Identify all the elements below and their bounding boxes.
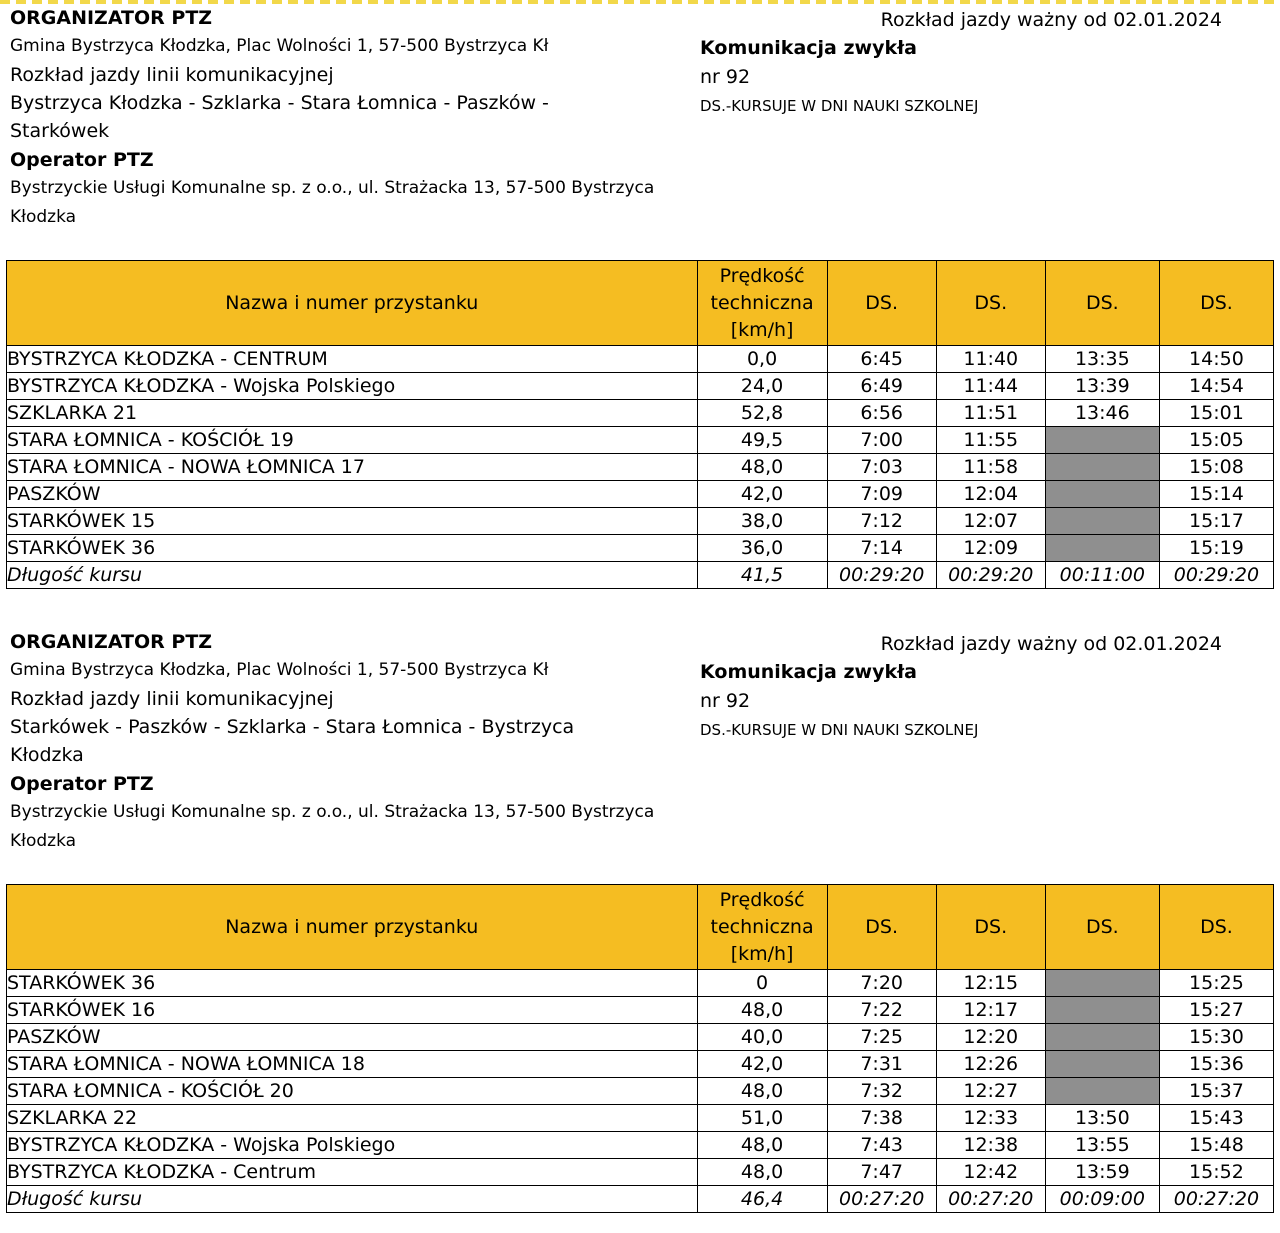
speed-value: 51,0 <box>697 1105 827 1132</box>
column-header-stop: Nazwa i numer przystanku <box>7 885 698 970</box>
no-service-cell <box>1045 1024 1159 1051</box>
column-header-course: DS. <box>1159 261 1273 346</box>
departure-time: 7:32 <box>827 1078 936 1105</box>
course-length-value: 41,5 <box>697 562 827 589</box>
line-label: Rozkład jazdy linii komunikacyjnej <box>10 64 334 86</box>
departure-time: 7:14 <box>827 535 936 562</box>
table-row <box>7 535 1274 562</box>
departure-time: 11:51 <box>936 400 1045 427</box>
no-service-cell <box>1045 454 1159 481</box>
operator-line-2: Kłodzka <box>10 207 77 227</box>
table-row <box>7 481 1274 508</box>
stop-name: STARA ŁOMNICA - NOWA ŁOMNICA 17 <box>7 454 698 481</box>
course-duration: 00:11:00 <box>1045 562 1159 589</box>
departure-time: 14:54 <box>1159 373 1273 400</box>
departure-time: 12:26 <box>936 1051 1045 1078</box>
course-length-row <box>7 562 1274 589</box>
no-service-cell <box>1045 481 1159 508</box>
stop-name: SZKLARKA 22 <box>7 1105 698 1132</box>
table-row <box>7 1051 1274 1078</box>
route-line-1: Starkówek - Paszków - Szklarka - Stara Łomnica - Bystrzyca <box>10 716 575 738</box>
course-length-value: 46,4 <box>697 1186 827 1213</box>
departure-time: 13:50 <box>1045 1105 1159 1132</box>
departure-time: 6:49 <box>827 373 936 400</box>
table-row <box>7 970 1274 997</box>
departure-time: 15:08 <box>1159 454 1273 481</box>
table-row <box>7 400 1274 427</box>
line-label: Rozkład jazdy linii komunikacyjnej <box>10 688 334 710</box>
stop-name: BYSTRZYCA KŁODZKA - Wojska Polskiego <box>7 373 698 400</box>
no-service-cell <box>1045 1051 1159 1078</box>
departure-time: 7:12 <box>827 508 936 535</box>
departure-time: 15:30 <box>1159 1024 1273 1051</box>
departure-time: 12:17 <box>936 997 1045 1024</box>
table-header-row <box>7 261 1274 346</box>
course-duration: 00:27:20 <box>936 1186 1045 1213</box>
table-row <box>7 1105 1274 1132</box>
valid-from: Rozkład jazdy ważny od 02.01.2024 <box>880 9 1222 31</box>
departure-time: 13:35 <box>1045 346 1159 373</box>
speed-value: 0,0 <box>697 346 827 373</box>
departure-time: 11:58 <box>936 454 1045 481</box>
no-service-cell <box>1045 427 1159 454</box>
departure-time: 15:25 <box>1159 970 1273 997</box>
departure-time: 15:05 <box>1159 427 1273 454</box>
table-row <box>7 1132 1274 1159</box>
table-row <box>7 997 1274 1024</box>
departure-time: 7:20 <box>827 970 936 997</box>
stop-name: BYSTRZYCA KŁODZKA - Centrum <box>7 1159 698 1186</box>
stop-name: PASZKÓW <box>7 481 698 508</box>
departure-time: 7:25 <box>827 1024 936 1051</box>
departure-time: 15:36 <box>1159 1051 1273 1078</box>
departure-time: 15:48 <box>1159 1132 1273 1159</box>
speed-value: 52,8 <box>697 400 827 427</box>
route-line-1: Bystrzyca Kłodzka - Szklarka - Stara Łomnica - Paszków - <box>10 92 549 114</box>
departure-time: 12:07 <box>936 508 1045 535</box>
organizer-address: Gmina Bystrzyca Kłodzka, Plac Wolności 1, 57-500 Bystrzyca Kł <box>10 36 549 56</box>
operator-label: Operator PTZ <box>10 149 154 171</box>
departure-time: 15:43 <box>1159 1105 1273 1132</box>
departure-time: 11:55 <box>936 427 1045 454</box>
no-service-cell <box>1045 997 1159 1024</box>
speed-value: 24,0 <box>697 373 827 400</box>
column-header-speed: Prędkość techniczna [km/h] <box>697 885 827 970</box>
departure-time: 15:37 <box>1159 1078 1273 1105</box>
column-header-speed: Prędkość techniczna [km/h] <box>697 261 827 346</box>
column-header-course: DS. <box>827 261 936 346</box>
departure-time: 13:46 <box>1045 400 1159 427</box>
course-length-label: Długość kursu <box>7 1186 698 1213</box>
timetable-header <box>0 4 1280 254</box>
line-number: nr 92 <box>700 690 751 712</box>
table-header-row <box>7 885 1274 970</box>
departure-time: 12:20 <box>936 1024 1045 1051</box>
speed-value: 48,0 <box>697 1078 827 1105</box>
table-row <box>7 373 1274 400</box>
departure-time: 15:14 <box>1159 481 1273 508</box>
stop-name: STARKÓWEK 15 <box>7 508 698 535</box>
column-header-course: DS. <box>1045 261 1159 346</box>
column-header-stop: Nazwa i numer przystanku <box>7 261 698 346</box>
stop-name: STARKÓWEK 36 <box>7 535 698 562</box>
course-duration: 00:29:20 <box>1159 562 1273 589</box>
service-note: DS.-KURSUJE W DNI NAUKI SZKOLNEJ <box>700 97 979 115</box>
timetable-block-return <box>0 628 1280 1210</box>
departure-time: 7:38 <box>827 1105 936 1132</box>
operator-line-1: Bystrzyckie Usługi Komunalne sp. z o.o., ul. Strażacka 13, 57-500 Bystrzyca <box>10 802 655 822</box>
no-service-cell <box>1045 970 1159 997</box>
no-service-cell <box>1045 535 1159 562</box>
stop-name: STARA ŁOMNICA - KOŚCIÓŁ 20 <box>7 1078 698 1105</box>
departure-time: 12:09 <box>936 535 1045 562</box>
departure-time: 15:27 <box>1159 997 1273 1024</box>
table-row <box>7 454 1274 481</box>
service-type: Komunikacja zwykła <box>700 661 917 683</box>
table-row <box>7 427 1274 454</box>
speed-value: 36,0 <box>697 535 827 562</box>
speed-value: 48,0 <box>697 997 827 1024</box>
stop-name: STARKÓWEK 16 <box>7 997 698 1024</box>
course-duration: 00:29:20 <box>936 562 1045 589</box>
column-header-course: DS. <box>1045 885 1159 970</box>
speed-value: 49,5 <box>697 427 827 454</box>
stop-name: PASZKÓW <box>7 1024 698 1051</box>
stop-name: STARA ŁOMNICA - KOŚCIÓŁ 19 <box>7 427 698 454</box>
timetable <box>6 884 1274 1213</box>
table-row <box>7 1159 1274 1186</box>
route-line-2: Kłodzka <box>10 744 84 766</box>
departure-time: 7:03 <box>827 454 936 481</box>
column-header-course: DS. <box>1159 885 1273 970</box>
course-length-label: Długość kursu <box>7 562 698 589</box>
stop-name: BYSTRZYCA KŁODZKA - CENTRUM <box>7 346 698 373</box>
stop-name: BYSTRZYCA KŁODZKA - Wojska Polskiego <box>7 1132 698 1159</box>
timetable-header <box>0 628 1280 878</box>
speed-value: 48,0 <box>697 1159 827 1186</box>
organizer-address: Gmina Bystrzyca Kłodzka, Plac Wolności 1, 57-500 Bystrzyca Kł <box>10 660 549 680</box>
column-header-course: DS. <box>936 885 1045 970</box>
stop-name: SZKLARKA 21 <box>7 400 698 427</box>
stop-name: STARKÓWEK 36 <box>7 970 698 997</box>
departure-time: 7:00 <box>827 427 936 454</box>
departure-time: 11:44 <box>936 373 1045 400</box>
departure-time: 7:09 <box>827 481 936 508</box>
speed-value: 42,0 <box>697 1051 827 1078</box>
service-note: DS.-KURSUJE W DNI NAUKI SZKOLNEJ <box>700 721 979 739</box>
stop-name: STARA ŁOMNICA - NOWA ŁOMNICA 18 <box>7 1051 698 1078</box>
departure-time: 13:55 <box>1045 1132 1159 1159</box>
no-service-cell <box>1045 1078 1159 1105</box>
operator-label: Operator PTZ <box>10 773 154 795</box>
departure-time: 7:31 <box>827 1051 936 1078</box>
organizer-label: ORGANIZATOR PTZ <box>10 7 213 29</box>
column-header-course: DS. <box>936 261 1045 346</box>
departure-time: 15:19 <box>1159 535 1273 562</box>
table-row <box>7 1024 1274 1051</box>
speed-value: 38,0 <box>697 508 827 535</box>
table-row <box>7 1078 1274 1105</box>
column-header-course: DS. <box>827 885 936 970</box>
departure-time: 7:43 <box>827 1132 936 1159</box>
course-duration: 00:27:20 <box>827 1186 936 1213</box>
no-service-cell <box>1045 508 1159 535</box>
table-row <box>7 346 1274 373</box>
route-line-2: Starkówek <box>10 120 110 142</box>
departure-time: 12:04 <box>936 481 1045 508</box>
service-type: Komunikacja zwykła <box>700 37 917 59</box>
departure-time: 15:17 <box>1159 508 1273 535</box>
line-number: nr 92 <box>700 66 751 88</box>
departure-time: 7:47 <box>827 1159 936 1186</box>
operator-line-1: Bystrzyckie Usługi Komunalne sp. z o.o., ul. Strażacka 13, 57-500 Bystrzyca <box>10 178 655 198</box>
organizer-label: ORGANIZATOR PTZ <box>10 631 213 653</box>
departure-time: 13:59 <box>1045 1159 1159 1186</box>
speed-value: 40,0 <box>697 1024 827 1051</box>
departure-time: 12:33 <box>936 1105 1045 1132</box>
departure-time: 6:45 <box>827 346 936 373</box>
departure-time: 7:22 <box>827 997 936 1024</box>
timetable <box>6 260 1274 589</box>
speed-value: 48,0 <box>697 1132 827 1159</box>
departure-time: 12:27 <box>936 1078 1045 1105</box>
course-duration: 00:09:00 <box>1045 1186 1159 1213</box>
departure-time: 15:01 <box>1159 400 1273 427</box>
departure-time: 12:15 <box>936 970 1045 997</box>
speed-value: 0 <box>697 970 827 997</box>
operator-line-2: Kłodzka <box>10 831 77 851</box>
departure-time: 12:38 <box>936 1132 1045 1159</box>
course-duration: 00:27:20 <box>1159 1186 1273 1213</box>
departure-time: 6:56 <box>827 400 936 427</box>
departure-time: 14:50 <box>1159 346 1273 373</box>
departure-time: 13:39 <box>1045 373 1159 400</box>
valid-from: Rozkład jazdy ważny od 02.01.2024 <box>880 633 1222 655</box>
timetable-block-outbound <box>0 4 1280 586</box>
departure-time: 12:42 <box>936 1159 1045 1186</box>
course-duration: 00:29:20 <box>827 562 936 589</box>
speed-value: 42,0 <box>697 481 827 508</box>
departure-time: 15:52 <box>1159 1159 1273 1186</box>
table-row <box>7 508 1274 535</box>
speed-value: 48,0 <box>697 454 827 481</box>
course-length-row <box>7 1186 1274 1213</box>
departure-time: 11:40 <box>936 346 1045 373</box>
